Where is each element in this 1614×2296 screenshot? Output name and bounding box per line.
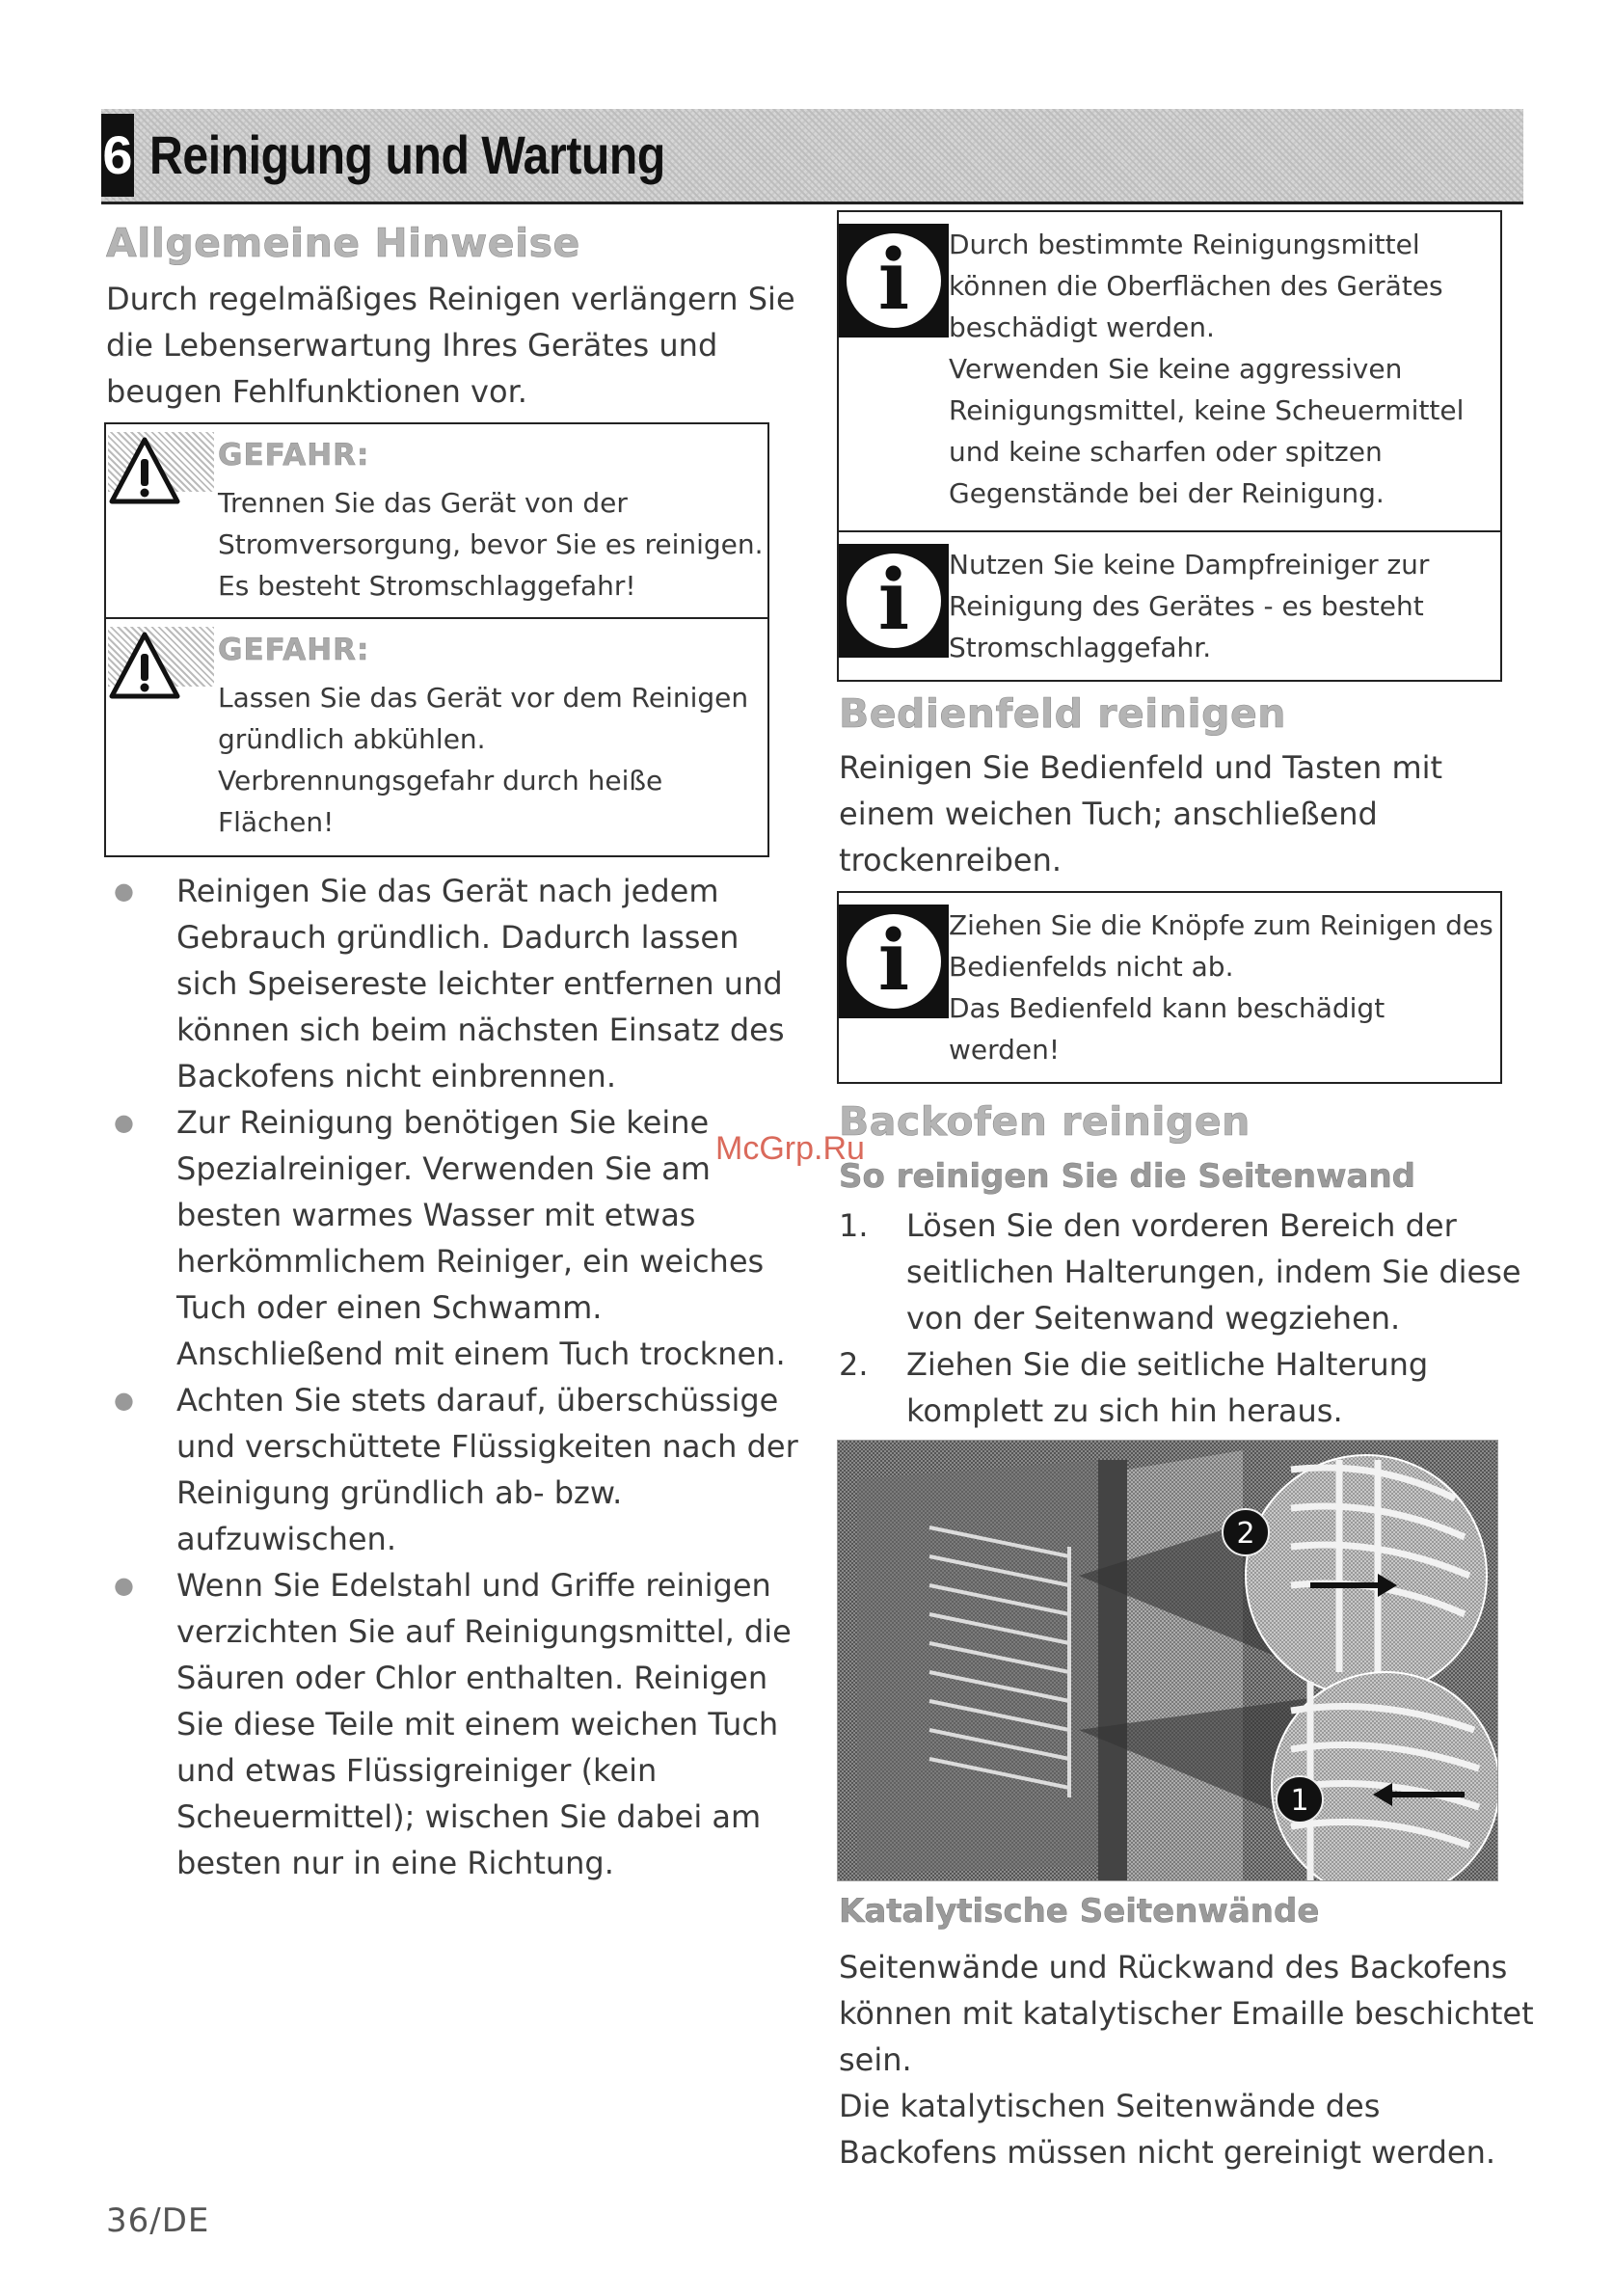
info-line: werden!: [949, 1034, 1061, 1066]
warning-box: [106, 619, 767, 855]
general-intro-line: beugen Fehlfunktionen vor.: [106, 373, 527, 410]
warning-line: Lassen Sie das Gerät vor dem Reinigen: [218, 682, 749, 714]
general-intro-line: die Lebenserwartung Ihres Gerätes und: [106, 327, 718, 364]
catalytic-line: sein.: [839, 2041, 912, 2078]
warning-line: Es besteht Stromschlaggefahr!: [218, 570, 636, 602]
warning-line: gründlich abkühlen.: [218, 723, 486, 755]
info-line: Durch bestimmte Reinigungsmittel: [949, 229, 1420, 260]
side-wall-steps: [837, 1202, 1521, 1434]
step-number: 2.: [839, 1346, 869, 1383]
info-line: Nutzen Sie keine Dampfreiniger zur: [949, 549, 1430, 581]
step-number: 1.: [839, 1207, 869, 1244]
warning-title: GEFAHR:: [218, 633, 370, 667]
chapter-number: 6: [101, 114, 134, 197]
catalytic-heading: Katalytische Seitenwände: [839, 1892, 1320, 1931]
step-line: von der Seitenwand wegziehen.: [906, 1300, 1401, 1337]
list-line: Zur Reinigung benötigen Sie keine: [176, 1104, 710, 1141]
warning-line: Verbrennungsgefahr durch heiße: [218, 765, 663, 797]
info-line: beschädigt werden.: [949, 311, 1215, 343]
list-line: verzichten Sie auf Reinigungsmittel, die: [176, 1613, 792, 1650]
info-line: Bedienfelds nicht ab.: [949, 951, 1234, 983]
list-line: Tuch oder einen Schwamm.: [176, 1289, 603, 1326]
list-line: besten warmes Wasser mit etwas: [176, 1197, 696, 1233]
list-item: [104, 1099, 786, 1377]
list-item: [104, 1377, 798, 1562]
step-line: komplett zu sich hin heraus.: [906, 1392, 1343, 1429]
panel-heading: Bedienfeld reinigen: [839, 690, 1286, 737]
warning-text: [218, 677, 763, 843]
catalytic-line: können mit katalytischer Emaille beschichtet: [839, 1995, 1534, 2032]
catalytic-line: Backofens müssen nicht gereinigt werden.: [839, 2134, 1496, 2171]
info-text: [949, 224, 1464, 514]
info-line: Verwenden Sie keine aggressiven: [949, 353, 1403, 385]
info-line: Stromschlaggefahr.: [949, 632, 1212, 663]
list-line: Reinigen Sie das Gerät nach jedem: [176, 873, 719, 909]
info-box-group: [837, 210, 1502, 682]
warning-title: GEFAHR:: [218, 438, 370, 473]
list-line: sich Speisereste leichter entfernen und: [176, 965, 783, 1002]
callout-2-label: 2: [1236, 1517, 1255, 1551]
list-line: Reinigung gründlich ab- bzw.: [176, 1474, 623, 1511]
info-box: [839, 212, 1500, 530]
info-line: Gegenstände bei der Reinigung.: [949, 477, 1385, 509]
list-line: herkömmlichem Reiniger, ein weiches: [176, 1243, 765, 1280]
warning-box-group: [104, 422, 769, 857]
panel-text-line: einem weichen Tuch; anschließend: [839, 796, 1378, 832]
list-line: Achten Sie stets darauf, überschüssige: [176, 1382, 779, 1418]
page-number: 36/DE: [106, 2201, 210, 2240]
info-line: Reinigungsmittel, keine Scheuermittel: [949, 394, 1465, 426]
list-line: aufzuwischen.: [176, 1521, 396, 1557]
oven-heading: Backofen reinigen: [839, 1098, 1251, 1145]
warning-text: [218, 482, 763, 607]
info-icon: i: [839, 905, 949, 1018]
bullet-icon: ●: [114, 1572, 134, 1599]
info-text: [949, 544, 1429, 668]
warning-triangle-icon: [108, 631, 181, 700]
catalytic-line: Die katalytischen Seitenwände des: [839, 2088, 1381, 2124]
info-line: Das Bedienfeld kann beschädigt: [949, 992, 1385, 1024]
info-line: Reinigung des Gerätes - es besteht: [949, 590, 1424, 622]
step-line: Ziehen Sie die seitliche Halterung: [906, 1346, 1429, 1383]
list-line: Säuren oder Chlor enthalten. Reinigen: [176, 1660, 768, 1696]
list-line: Backofens nicht einbrennen.: [176, 1058, 616, 1094]
bullet-icon: ●: [114, 1109, 134, 1136]
info-box-group: [837, 891, 1502, 1084]
bullet-icon: ●: [114, 1387, 134, 1414]
oven-side-rack-figure: [837, 1440, 1498, 1881]
warning-triangle-icon: [108, 436, 181, 505]
panel-text-line: Reinigen Sie Bedienfeld und Tasten mit: [839, 749, 1443, 786]
list-line: Spezialreiniger. Verwenden Sie am: [176, 1150, 711, 1187]
bullet-icon: ●: [114, 878, 134, 905]
info-icon: i: [839, 224, 949, 338]
step-line: Lösen Sie den vorderen Bereich der: [906, 1207, 1457, 1244]
warning-line: Trennen Sie das Gerät von der: [218, 487, 628, 519]
list-line: Sie diese Teile mit einem weichen Tuch: [176, 1706, 779, 1742]
warning-line: Stromversorgung, bevor Sie es reinigen.: [218, 528, 764, 560]
warning-line: Flächen!: [218, 806, 335, 838]
info-line: können die Oberflächen des Gerätes: [949, 270, 1443, 302]
chapter-title: Reinigung und Wartung: [149, 124, 665, 185]
panel-text-line: trockenreiben.: [839, 842, 1063, 878]
step-line: seitlichen Halterungen, indem Sie diese: [906, 1254, 1521, 1290]
watermark: McGrp.Ru: [715, 1130, 865, 1167]
catalytic-text: [839, 1944, 1534, 2175]
list-line: besten nur in eine Richtung.: [176, 1845, 614, 1881]
list-line: Gebrauch gründlich. Dadurch lassen: [176, 919, 740, 956]
info-box: [839, 893, 1500, 1082]
info-line: Ziehen Sie die Knöpfe zum Reinigen des: [949, 909, 1493, 941]
general-intro: [106, 276, 795, 415]
step-item: [837, 1341, 1512, 1434]
info-text: [949, 905, 1493, 1070]
list-item: [104, 1562, 792, 1886]
list-line: Scheuermittel); wischen Sie dabei am: [176, 1798, 762, 1835]
list-line: und etwas Flüssigreiniger (kein: [176, 1752, 658, 1789]
list-line: Wenn Sie Edelstahl und Griffe reinigen: [176, 1567, 771, 1604]
general-intro-line: Durch regelmäßiges Reinigen verlängern Sie: [106, 281, 795, 317]
list-line: und verschüttete Flüssigkeiten nach der: [176, 1428, 798, 1465]
step-item: [837, 1202, 1521, 1341]
side-wall-heading: So reinigen Sie die Seitenwand: [839, 1157, 1416, 1196]
oven-rack-illustration: [838, 1441, 1497, 1880]
catalytic-line: Seitenwände und Rückwand des Backofens: [839, 1949, 1508, 1985]
info-icon: i: [839, 544, 949, 658]
general-heading: Allgemeine Hinweise: [106, 220, 580, 266]
list-line: Anschließend mit einem Tuch trocknen.: [176, 1336, 786, 1372]
info-box: [839, 530, 1500, 680]
warning-box: [106, 424, 767, 619]
info-line: und keine scharfen oder spitzen: [949, 436, 1383, 468]
panel-text: [839, 744, 1442, 883]
list-item: [104, 868, 785, 1099]
callout-1-label: 1: [1290, 1784, 1309, 1818]
list-line: können sich beim nächsten Einsatz des: [176, 1012, 785, 1048]
